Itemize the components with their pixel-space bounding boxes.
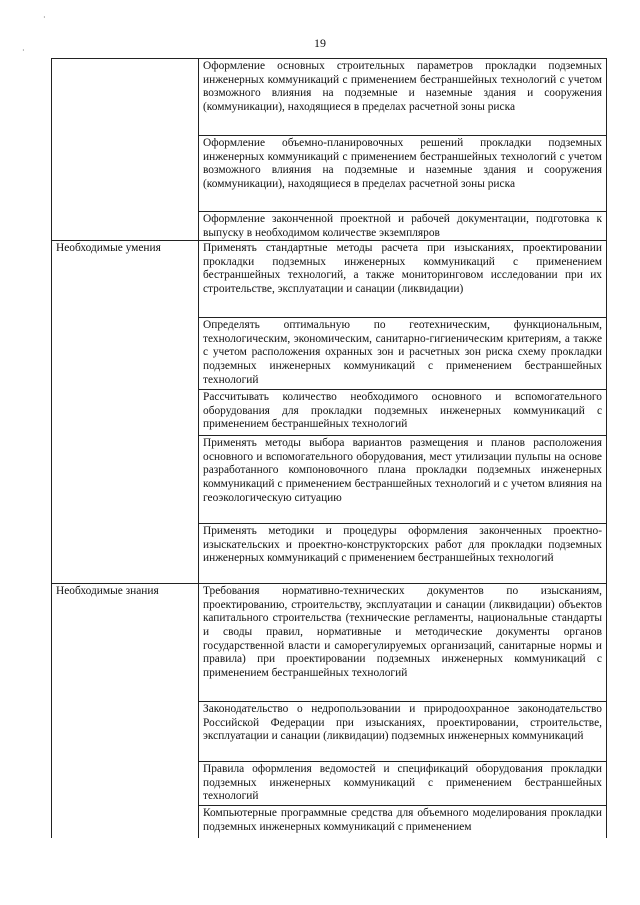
table-row: [52, 241, 607, 318]
row-text: Компьютерные программные средства для объемного моделирования прокладки подземных инженерных коммуникаций с применением: [199, 806, 607, 838]
row-label-skills: Необходимые умения: [52, 241, 199, 584]
row-text: Требования нормативно-технических документов по изысканиям, проектированию, строительству, эксплуатации и санации (ликвидации) объектов капитального строительства (технические регламенты, национальные стандарты и своды правил, нормативные и методические документы органов государственной власти и саморегулируемых организаций, санитарные нормы и правила) при проектировании подземных инженерных коммуникаций с применением бестраншейных технологий: [199, 584, 607, 702]
row-text: Рассчитывать количество необходимого основного и вспомогательного оборудования для прокладки подземных инженерных коммуникаций с применением бестраншейных технологий: [199, 390, 607, 436]
table-row: [52, 584, 607, 702]
row-text: Правила оформления ведомостей и спецификаций оборудования прокладки подземных инженерных коммуникаций с применением бестраншейных технологий: [199, 762, 607, 806]
row-text: Законодательство о недропользовании и природоохранное законодательство Российской Федерации при изысканиях, проектировании, строительстве, эксплуатации и санации (ликвидации) подземных инженерных коммуникаций: [199, 702, 607, 762]
row-text: Применять методики и процедуры оформления законченных проектно-изыскательских и проектно-конструкторских работ для прокладки подземных инженерных коммуникаций с применением бестраншейных технологий: [199, 524, 607, 584]
table-row: [52, 59, 607, 136]
row-text: Оформление законченной проектной и рабочей документации, подготовка к выпуску в необходимом количестве экземпляров: [199, 212, 607, 241]
row-text: Определять оптимальную по геотехническим, функциональным, технологическим, экономическим, санитарно-гигиеническим критериям, а также с учетом расположения охранных зон и расчетных зон риска схему прокладки подземных инженерных коммуникаций с применением бестраншейных технологий: [199, 318, 607, 390]
row-label-knowledge: Необходимые знания: [52, 584, 199, 838]
row-text: Применять стандартные методы расчета при изысканиях, проектировании прокладки подземных инженерных коммуникаций с применением бестраншейных технологий, а также мониторинговом исследовании при их строительстве, эксплуатации и санации (ликвидации): [199, 241, 607, 318]
row-text: Оформление основных строительных параметров прокладки подземных инженерных коммуникаций с применением бестраншейных технологий с учетом возможного влияния на подземные и наземные здания и сооружения (коммуникации), находящиеся в пределах расчетной зоны риска: [199, 59, 607, 136]
scan-speck: ·: [43, 13, 46, 22]
page-number: 19: [314, 36, 326, 50]
row-text: Оформление объемно-планировочных решений прокладки подземных инженерных коммуникаций с применением бестраншейных технологий с учетом возможного влияния на подземные и наземные здания и сооружения (коммуникации), находящиеся в пределах расчетной зоны риска: [199, 136, 607, 212]
row-label-empty: [52, 59, 199, 241]
competency-table: [51, 58, 607, 838]
scan-speck: ·: [22, 46, 25, 55]
row-text: Применять методы выбора вариантов размещения и планов расположения основного и вспомогательного оборудования, мест утилизации пульпы на основе разработанного компоновочного плана прокладки подземных инженерных коммуникаций с применением бестраншейных технологий и с учетом влияния на геоэкологическую ситуацию: [199, 436, 607, 524]
